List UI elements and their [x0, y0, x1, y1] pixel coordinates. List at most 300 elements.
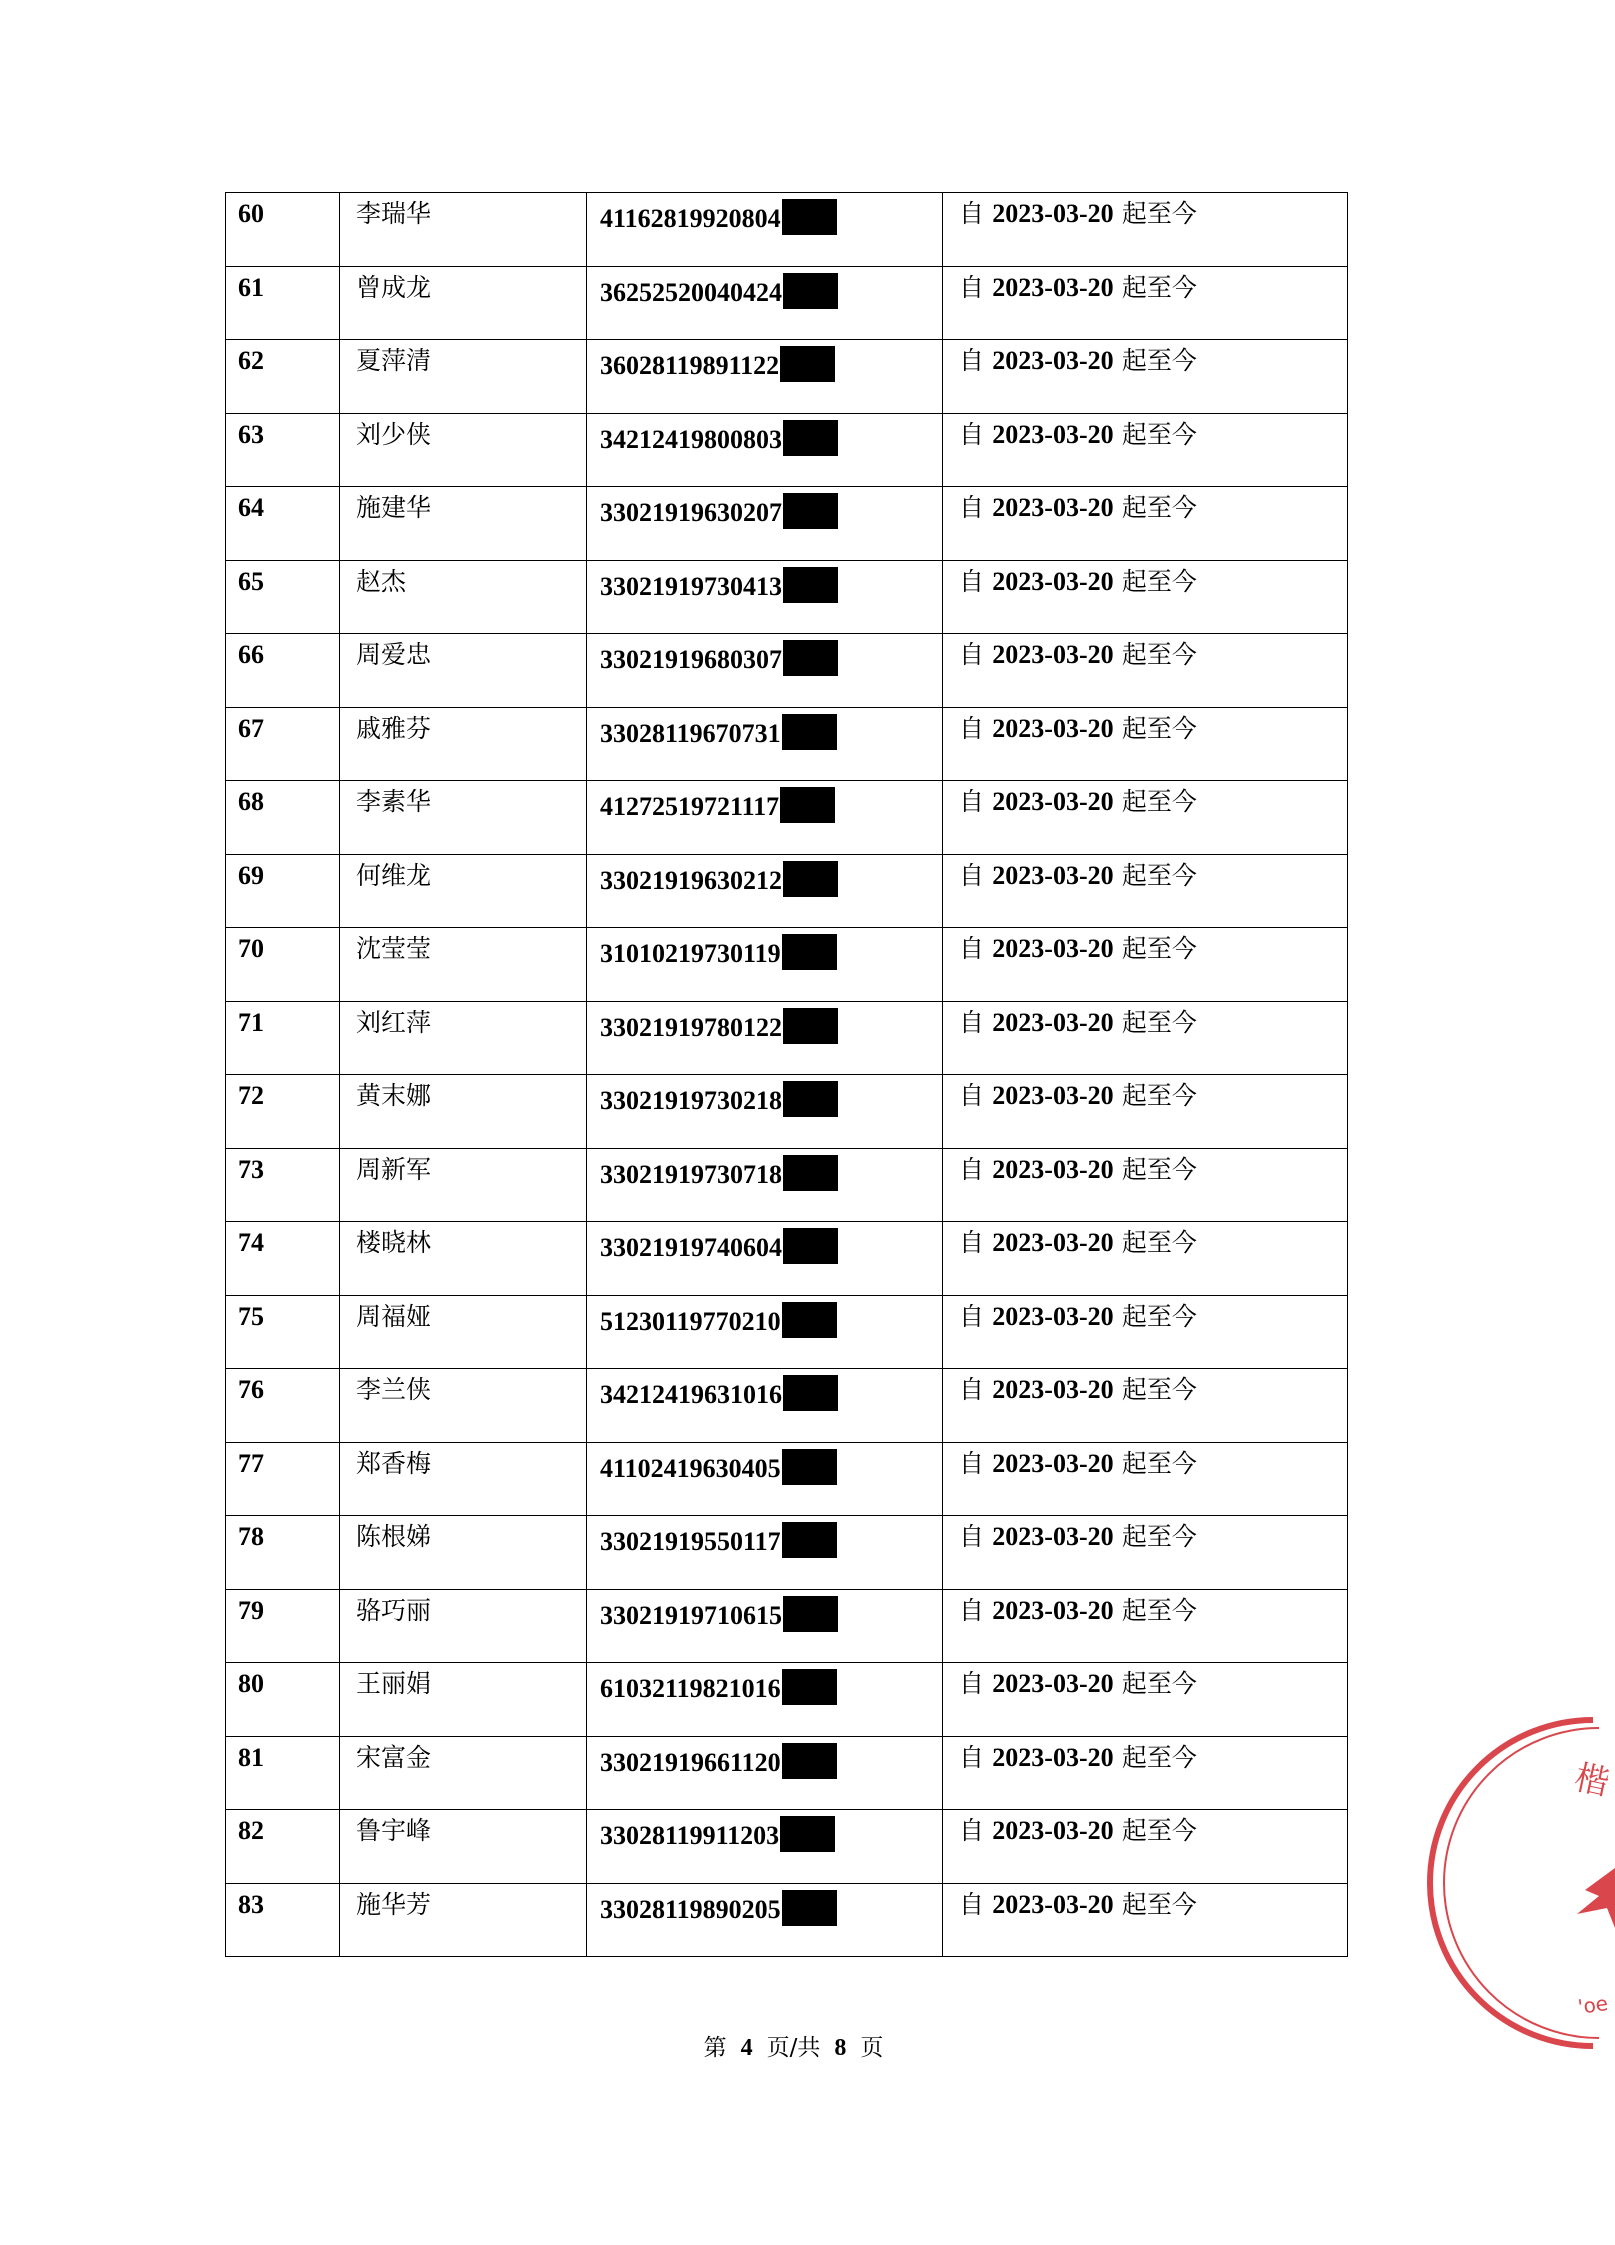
row-number-cell — [226, 413, 340, 487]
period-prefix: 自 — [959, 419, 985, 449]
id-number-wrapper — [587, 487, 942, 529]
id-number-visible: 33021919730218 — [600, 1086, 782, 1115]
person-name: 沈莹莹 — [356, 934, 432, 963]
table-row — [226, 1369, 1348, 1443]
period-prefix: 自 — [959, 787, 985, 816]
period-prefix: 自 — [959, 1154, 985, 1184]
row-number-cell — [226, 928, 340, 1002]
period-prefix: 自 — [959, 1007, 985, 1037]
row-number-cell — [226, 1148, 340, 1222]
svg-text:'oe: 'oe — [1576, 1991, 1610, 2019]
period-text — [943, 634, 1347, 670]
id-number-visible: 33028119890205 — [600, 1894, 781, 1924]
period-suffix: 起至今 — [1121, 1889, 1197, 1919]
id-number-visible: 33028119670731 — [600, 718, 781, 748]
page-footer — [0, 2029, 1587, 2062]
period-cell — [943, 1883, 1348, 1957]
id-number-cell — [587, 928, 943, 1002]
row-number: 68 — [238, 787, 264, 816]
period-text — [943, 1590, 1347, 1626]
id-number-wrapper — [587, 1369, 942, 1411]
table-row — [226, 340, 1348, 414]
period-suffix: 起至今 — [1121, 566, 1197, 596]
period-suffix: 起至今 — [1121, 934, 1197, 963]
person-name: 陈根娣 — [356, 1522, 432, 1551]
table-row — [226, 1663, 1348, 1737]
period-prefix: 自 — [959, 566, 985, 596]
id-number-wrapper — [587, 928, 942, 970]
period-suffix: 起至今 — [1121, 199, 1197, 228]
name-cell — [340, 1148, 587, 1222]
redaction-block — [782, 934, 837, 970]
period-start-date: 2023-03-20 — [992, 640, 1114, 669]
period-start-date: 2023-03-20 — [992, 1154, 1114, 1184]
id-number-visible: 41102419630405 — [600, 1453, 781, 1483]
id-number-cell — [587, 193, 943, 267]
period-start-date: 2023-03-20 — [992, 199, 1114, 228]
id-number-cell — [587, 487, 943, 561]
table-row — [226, 1148, 1348, 1222]
page-label-prefix: 第 — [703, 2035, 727, 2061]
name-cell — [340, 193, 587, 267]
period-cell — [943, 413, 1348, 487]
row-number: 80 — [238, 1669, 264, 1698]
period-suffix: 起至今 — [1121, 1301, 1197, 1331]
id-number-cell — [587, 1148, 943, 1222]
period-cell — [943, 266, 1348, 340]
roster-table-body — [226, 193, 1348, 1957]
table-row — [226, 413, 1348, 487]
period-start-date: 2023-03-20 — [992, 1522, 1114, 1551]
period-prefix: 自 — [959, 1228, 985, 1257]
redaction-block — [783, 420, 838, 456]
row-number-cell — [226, 193, 340, 267]
period-prefix: 自 — [959, 713, 985, 743]
id-number-wrapper — [587, 781, 942, 823]
person-name: 周爱忠 — [356, 640, 432, 669]
row-number: 73 — [238, 1154, 264, 1184]
period-text — [943, 1810, 1347, 1846]
table-row — [226, 266, 1348, 340]
row-number: 75 — [238, 1301, 264, 1331]
row-number-cell — [226, 707, 340, 781]
period-prefix: 自 — [959, 1595, 985, 1625]
table-row — [226, 1295, 1348, 1369]
redaction-block — [783, 861, 838, 897]
id-number-visible: 33021919710615 — [600, 1600, 782, 1630]
period-suffix: 起至今 — [1121, 1081, 1197, 1110]
id-number-visible: 34212419800803 — [600, 424, 782, 454]
roster-table — [225, 192, 1348, 1957]
id-number-visible: 33021919730718 — [600, 1159, 782, 1189]
id-number-wrapper — [587, 561, 942, 603]
row-number: 69 — [238, 860, 264, 890]
id-number-wrapper — [587, 414, 942, 456]
name-cell — [340, 854, 587, 928]
row-number: 65 — [238, 566, 264, 596]
name-cell — [340, 1222, 587, 1296]
redaction-block — [780, 346, 835, 382]
id-number-wrapper — [587, 708, 942, 750]
period-text — [943, 1369, 1347, 1405]
row-number-cell — [226, 1736, 340, 1810]
id-number-wrapper — [587, 634, 942, 676]
redaction-block — [782, 1890, 837, 1926]
period-text — [943, 1075, 1347, 1111]
period-cell — [943, 1075, 1348, 1149]
period-text — [943, 1737, 1347, 1773]
period-cell — [943, 1222, 1348, 1296]
id-number-wrapper — [587, 1663, 942, 1705]
id-number-visible: 34212419631016 — [600, 1380, 782, 1409]
id-number-visible: 33021919740604 — [600, 1233, 782, 1262]
period-suffix: 起至今 — [1121, 1448, 1197, 1478]
id-number-visible: 41272519721117 — [600, 792, 780, 821]
row-number-cell — [226, 1001, 340, 1075]
period-text — [943, 1149, 1347, 1185]
period-suffix: 起至今 — [1121, 419, 1197, 449]
table-row — [226, 854, 1348, 928]
name-cell — [340, 1883, 587, 1957]
redaction-block — [782, 1449, 837, 1485]
table-row — [226, 1810, 1348, 1884]
table-row — [226, 1442, 1348, 1516]
person-name: 李素华 — [356, 787, 432, 816]
table-row — [226, 634, 1348, 708]
name-cell — [340, 1075, 587, 1149]
period-start-date: 2023-03-20 — [992, 566, 1114, 596]
id-number-cell — [587, 1001, 943, 1075]
person-name: 何维龙 — [356, 860, 432, 890]
name-cell — [340, 413, 587, 487]
id-number-cell — [587, 340, 943, 414]
id-number-cell — [587, 781, 943, 855]
name-cell — [340, 1736, 587, 1810]
period-cell — [943, 634, 1348, 708]
row-number-cell — [226, 854, 340, 928]
person-name: 骆巧丽 — [356, 1595, 432, 1625]
period-prefix: 自 — [959, 199, 985, 228]
id-number-wrapper — [587, 193, 942, 235]
table-row — [226, 1516, 1348, 1590]
name-cell — [340, 928, 587, 1002]
redaction-block — [782, 1743, 837, 1779]
redaction-block — [783, 1375, 838, 1411]
row-number-cell — [226, 1663, 340, 1737]
id-number-wrapper — [587, 1002, 942, 1044]
period-cell — [943, 340, 1348, 414]
id-number-visible: 41162819920804 — [600, 204, 781, 233]
period-cell — [943, 560, 1348, 634]
row-number-cell — [226, 634, 340, 708]
id-number-wrapper — [587, 267, 942, 309]
person-name: 黄末娜 — [356, 1081, 432, 1110]
id-number-cell — [587, 1222, 943, 1296]
period-suffix: 起至今 — [1121, 1595, 1197, 1625]
period-prefix: 自 — [959, 1081, 985, 1110]
period-text — [943, 193, 1347, 229]
period-cell — [943, 781, 1348, 855]
id-number-visible: 33028119911203 — [600, 1821, 780, 1850]
row-number: 63 — [238, 419, 264, 449]
period-text — [943, 340, 1347, 376]
id-number-cell — [587, 1736, 943, 1810]
id-number-visible: 33021919661120 — [600, 1747, 781, 1777]
period-start-date: 2023-03-20 — [992, 787, 1114, 816]
name-cell — [340, 266, 587, 340]
period-text — [943, 1002, 1347, 1038]
period-suffix: 起至今 — [1121, 1669, 1197, 1698]
period-prefix: 自 — [959, 1301, 985, 1331]
period-cell — [943, 1001, 1348, 1075]
row-number-cell — [226, 1810, 340, 1884]
redaction-block — [782, 1522, 837, 1558]
table-row — [226, 781, 1348, 855]
period-start-date: 2023-03-20 — [992, 1448, 1114, 1478]
period-text — [943, 708, 1347, 744]
row-number-cell — [226, 560, 340, 634]
id-number-visible: 33021919730413 — [600, 571, 782, 601]
id-number-wrapper — [587, 340, 942, 382]
name-cell — [340, 560, 587, 634]
id-number-wrapper — [587, 1516, 942, 1558]
name-cell — [340, 707, 587, 781]
period-prefix: 自 — [959, 1742, 985, 1772]
id-number-wrapper — [587, 1149, 942, 1191]
period-text — [943, 487, 1347, 523]
name-cell — [340, 1369, 587, 1443]
row-number-cell — [226, 1589, 340, 1663]
name-cell — [340, 487, 587, 561]
redaction-block — [783, 1596, 838, 1632]
name-cell — [340, 1589, 587, 1663]
id-number-visible: 36252520040424 — [600, 277, 782, 307]
period-cell — [943, 193, 1348, 267]
redaction-block — [782, 1302, 837, 1338]
period-text — [943, 267, 1347, 303]
period-prefix: 自 — [959, 1448, 985, 1478]
svg-text:楷: 楷 — [1571, 1757, 1613, 1804]
row-number: 60 — [238, 199, 264, 228]
row-number: 79 — [238, 1595, 264, 1625]
period-text — [943, 1443, 1347, 1479]
name-cell — [340, 781, 587, 855]
period-start-date: 2023-03-20 — [992, 1228, 1114, 1257]
id-number-visible: 31010219730119 — [600, 939, 781, 968]
id-number-visible: 33021919780122 — [600, 1012, 782, 1042]
name-cell — [340, 1810, 587, 1884]
period-suffix: 起至今 — [1121, 1816, 1197, 1845]
id-number-visible: 33021919630212 — [600, 865, 782, 895]
period-cell — [943, 1663, 1348, 1737]
row-number-cell — [226, 781, 340, 855]
period-cell — [943, 1736, 1348, 1810]
redaction-block — [783, 1228, 838, 1264]
table-row — [226, 1736, 1348, 1810]
period-start-date: 2023-03-20 — [992, 1816, 1114, 1845]
period-cell — [943, 1442, 1348, 1516]
period-cell — [943, 707, 1348, 781]
id-number-wrapper — [587, 1810, 942, 1852]
name-cell — [340, 1295, 587, 1369]
roster-sheet — [225, 192, 1347, 1957]
redaction-block — [782, 714, 837, 750]
id-number-cell — [587, 1663, 943, 1737]
period-text — [943, 561, 1347, 597]
period-prefix: 自 — [959, 1669, 985, 1698]
period-start-date: 2023-03-20 — [992, 1669, 1114, 1698]
period-text — [943, 928, 1347, 964]
redaction-block — [780, 1816, 835, 1852]
row-number-cell — [226, 1369, 340, 1443]
period-cell — [943, 1295, 1348, 1369]
period-suffix: 起至今 — [1121, 493, 1197, 522]
person-name: 施华芳 — [356, 1889, 432, 1919]
id-number-visible: 51230119770210 — [600, 1306, 781, 1336]
id-number-cell — [587, 1516, 943, 1590]
person-name: 李瑞华 — [356, 199, 432, 228]
period-text — [943, 414, 1347, 450]
id-number-wrapper — [587, 1222, 942, 1264]
id-number-cell — [587, 1589, 943, 1663]
row-number-cell — [226, 1222, 340, 1296]
period-start-date: 2023-03-20 — [992, 860, 1114, 890]
total-page-count: 8 — [834, 2035, 847, 2061]
period-prefix: 自 — [959, 493, 985, 522]
period-suffix: 起至今 — [1121, 1007, 1197, 1037]
person-name: 鲁宇峰 — [356, 1816, 432, 1845]
table-row — [226, 928, 1348, 1002]
row-number-cell — [226, 1442, 340, 1516]
period-start-date: 2023-03-20 — [992, 1595, 1114, 1625]
id-number-cell — [587, 413, 943, 487]
period-start-date: 2023-03-20 — [992, 934, 1114, 963]
period-prefix: 自 — [959, 860, 985, 890]
table-row — [226, 707, 1348, 781]
name-cell — [340, 340, 587, 414]
name-cell — [340, 1516, 587, 1590]
period-prefix: 自 — [959, 934, 985, 963]
period-start-date: 2023-03-20 — [992, 1375, 1114, 1404]
period-prefix: 自 — [959, 640, 985, 669]
period-text — [943, 1663, 1347, 1699]
row-number-cell — [226, 1516, 340, 1590]
person-name: 赵杰 — [356, 566, 407, 596]
period-prefix: 自 — [959, 1522, 985, 1551]
id-number-cell — [587, 1442, 943, 1516]
period-start-date: 2023-03-20 — [992, 272, 1114, 302]
row-number-cell — [226, 487, 340, 561]
id-number-wrapper — [587, 1075, 942, 1117]
id-number-wrapper — [587, 855, 942, 897]
id-number-wrapper — [587, 1737, 942, 1779]
period-start-date: 2023-03-20 — [992, 1081, 1114, 1110]
period-cell — [943, 854, 1348, 928]
row-number-cell — [226, 1075, 340, 1149]
row-number: 82 — [238, 1816, 264, 1845]
period-suffix: 起至今 — [1121, 713, 1197, 743]
period-suffix: 起至今 — [1121, 346, 1197, 375]
person-name: 周福娅 — [356, 1301, 432, 1331]
period-text — [943, 1296, 1347, 1332]
person-name: 王丽娟 — [356, 1669, 432, 1698]
period-suffix: 起至今 — [1121, 640, 1197, 669]
row-number: 71 — [238, 1007, 264, 1037]
id-number-cell — [587, 1369, 943, 1443]
period-suffix: 起至今 — [1121, 272, 1197, 302]
person-name: 郑香梅 — [356, 1448, 432, 1478]
id-number-wrapper — [587, 1443, 942, 1485]
redaction-block — [783, 1008, 838, 1044]
id-number-cell — [587, 266, 943, 340]
table-row — [226, 1222, 1348, 1296]
id-number-visible: 36028119891122 — [600, 351, 780, 380]
period-cell — [943, 487, 1348, 561]
period-prefix: 自 — [959, 1816, 985, 1845]
person-name: 李兰侠 — [356, 1375, 432, 1404]
row-number: 64 — [238, 493, 264, 522]
period-cell — [943, 1810, 1348, 1884]
period-text — [943, 1884, 1347, 1920]
person-name: 夏萍清 — [356, 346, 432, 375]
row-number: 61 — [238, 272, 264, 302]
period-prefix: 自 — [959, 1889, 985, 1919]
redaction-block — [782, 199, 837, 235]
id-number-cell — [587, 854, 943, 928]
table-row — [226, 1001, 1348, 1075]
id-number-wrapper — [587, 1590, 942, 1632]
period-start-date: 2023-03-20 — [992, 419, 1114, 449]
period-suffix: 起至今 — [1121, 1228, 1197, 1257]
row-number: 78 — [238, 1522, 264, 1551]
period-text — [943, 781, 1347, 817]
period-cell — [943, 1148, 1348, 1222]
name-cell — [340, 1442, 587, 1516]
period-suffix: 起至今 — [1121, 1742, 1197, 1772]
id-number-cell — [587, 560, 943, 634]
period-suffix: 起至今 — [1121, 1522, 1197, 1551]
row-number: 72 — [238, 1081, 264, 1110]
redaction-block — [783, 493, 838, 529]
name-cell — [340, 634, 587, 708]
period-cell — [943, 928, 1348, 1002]
period-start-date: 2023-03-20 — [992, 1889, 1114, 1919]
period-start-date: 2023-03-20 — [992, 346, 1114, 375]
period-start-date: 2023-03-20 — [992, 1742, 1114, 1772]
id-number-cell — [587, 1883, 943, 1957]
period-text — [943, 1222, 1347, 1258]
page-label-middle: 页/共 — [766, 2035, 821, 2061]
period-start-date: 2023-03-20 — [992, 713, 1114, 743]
id-number-cell — [587, 707, 943, 781]
period-suffix: 起至今 — [1121, 787, 1197, 816]
period-suffix: 起至今 — [1121, 1154, 1197, 1184]
period-cell — [943, 1369, 1348, 1443]
row-number: 67 — [238, 713, 264, 743]
row-number: 62 — [238, 346, 264, 375]
row-number: 66 — [238, 640, 264, 669]
row-number: 81 — [238, 1742, 264, 1772]
id-number-wrapper — [587, 1884, 942, 1926]
period-suffix: 起至今 — [1121, 860, 1197, 890]
table-row — [226, 487, 1348, 561]
id-number-visible: 33021919680307 — [600, 645, 782, 674]
table-row — [226, 1883, 1348, 1957]
partial-red-seal-icon — [1555, 1718, 1615, 2048]
table-row — [226, 560, 1348, 634]
redaction-block — [783, 273, 838, 309]
redaction-block — [783, 1155, 838, 1191]
